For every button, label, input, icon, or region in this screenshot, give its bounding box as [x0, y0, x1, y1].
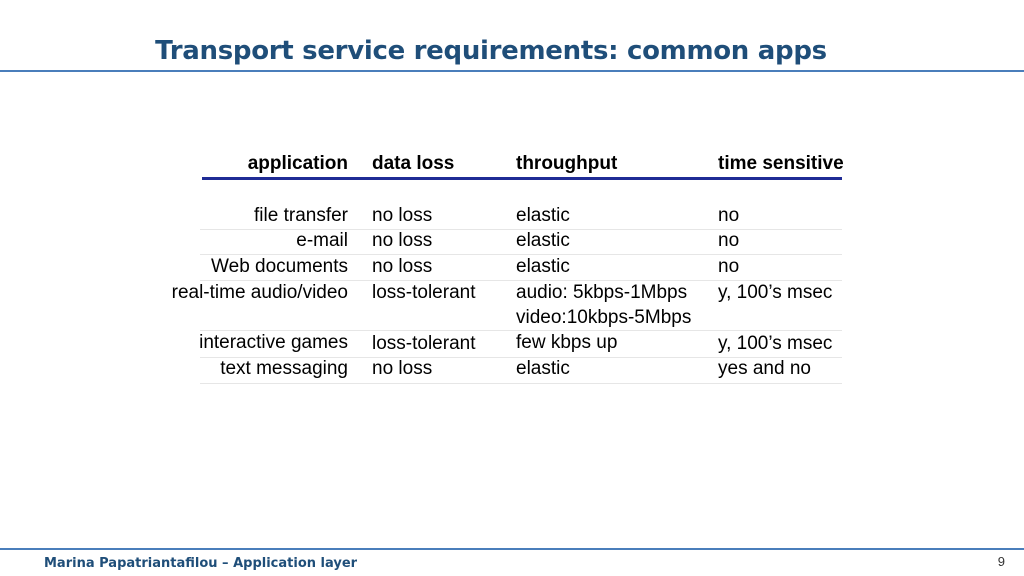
cell-throughput: elastic — [516, 358, 570, 379]
cell-throughput: few kbps up — [516, 332, 618, 353]
cell-data-loss: no loss — [372, 256, 433, 277]
cell-time-sensitive: y, 100’s msec — [718, 282, 833, 303]
header-underline — [202, 177, 842, 180]
cell-application: text messaging — [220, 358, 348, 379]
cell-time-sensitive: y, 100’s msec — [718, 333, 833, 354]
row-divider — [200, 330, 842, 331]
page-number: 9 — [997, 554, 1005, 569]
cell-time-sensitive: no — [718, 256, 740, 277]
cell-application: Web documents — [211, 256, 348, 277]
header-time-sensitive: time sensitive — [718, 153, 844, 174]
cell-data-loss: no loss — [372, 230, 433, 251]
cell-application: real-time audio/video — [171, 282, 348, 303]
cell-time-sensitive: no — [718, 230, 740, 251]
cell-application: interactive games — [199, 332, 348, 353]
cell-data-loss: no loss — [372, 358, 433, 379]
cell-application: file transfer — [254, 205, 348, 226]
cell-throughput: audio: 5kbps-1Mbps — [516, 282, 688, 303]
footer-author: Marina Papatriantafilou – Application layer — [44, 556, 358, 571]
cell-time-sensitive: yes and no — [718, 358, 811, 379]
cell-time-sensitive: no — [718, 205, 740, 226]
header-throughput: throughput — [516, 153, 618, 174]
cell-data-loss: loss-tolerant — [372, 282, 476, 303]
header-data-loss: data loss — [372, 153, 455, 174]
header-application: application — [247, 153, 348, 174]
slide-title: Transport service requirements: common apps — [155, 36, 827, 66]
row-divider — [200, 280, 842, 281]
cell-throughput-continuation: video:10kbps-5Mbps — [516, 307, 692, 328]
cell-throughput: elastic — [516, 256, 570, 277]
cell-throughput: elastic — [516, 230, 570, 251]
row-divider — [200, 383, 842, 384]
cell-data-loss: no loss — [372, 205, 433, 226]
cell-data-loss: loss-tolerant — [372, 333, 476, 354]
cell-application: e-mail — [296, 230, 348, 251]
footer-divider — [0, 548, 1024, 550]
cell-throughput: elastic — [516, 205, 570, 226]
row-divider — [200, 254, 842, 255]
